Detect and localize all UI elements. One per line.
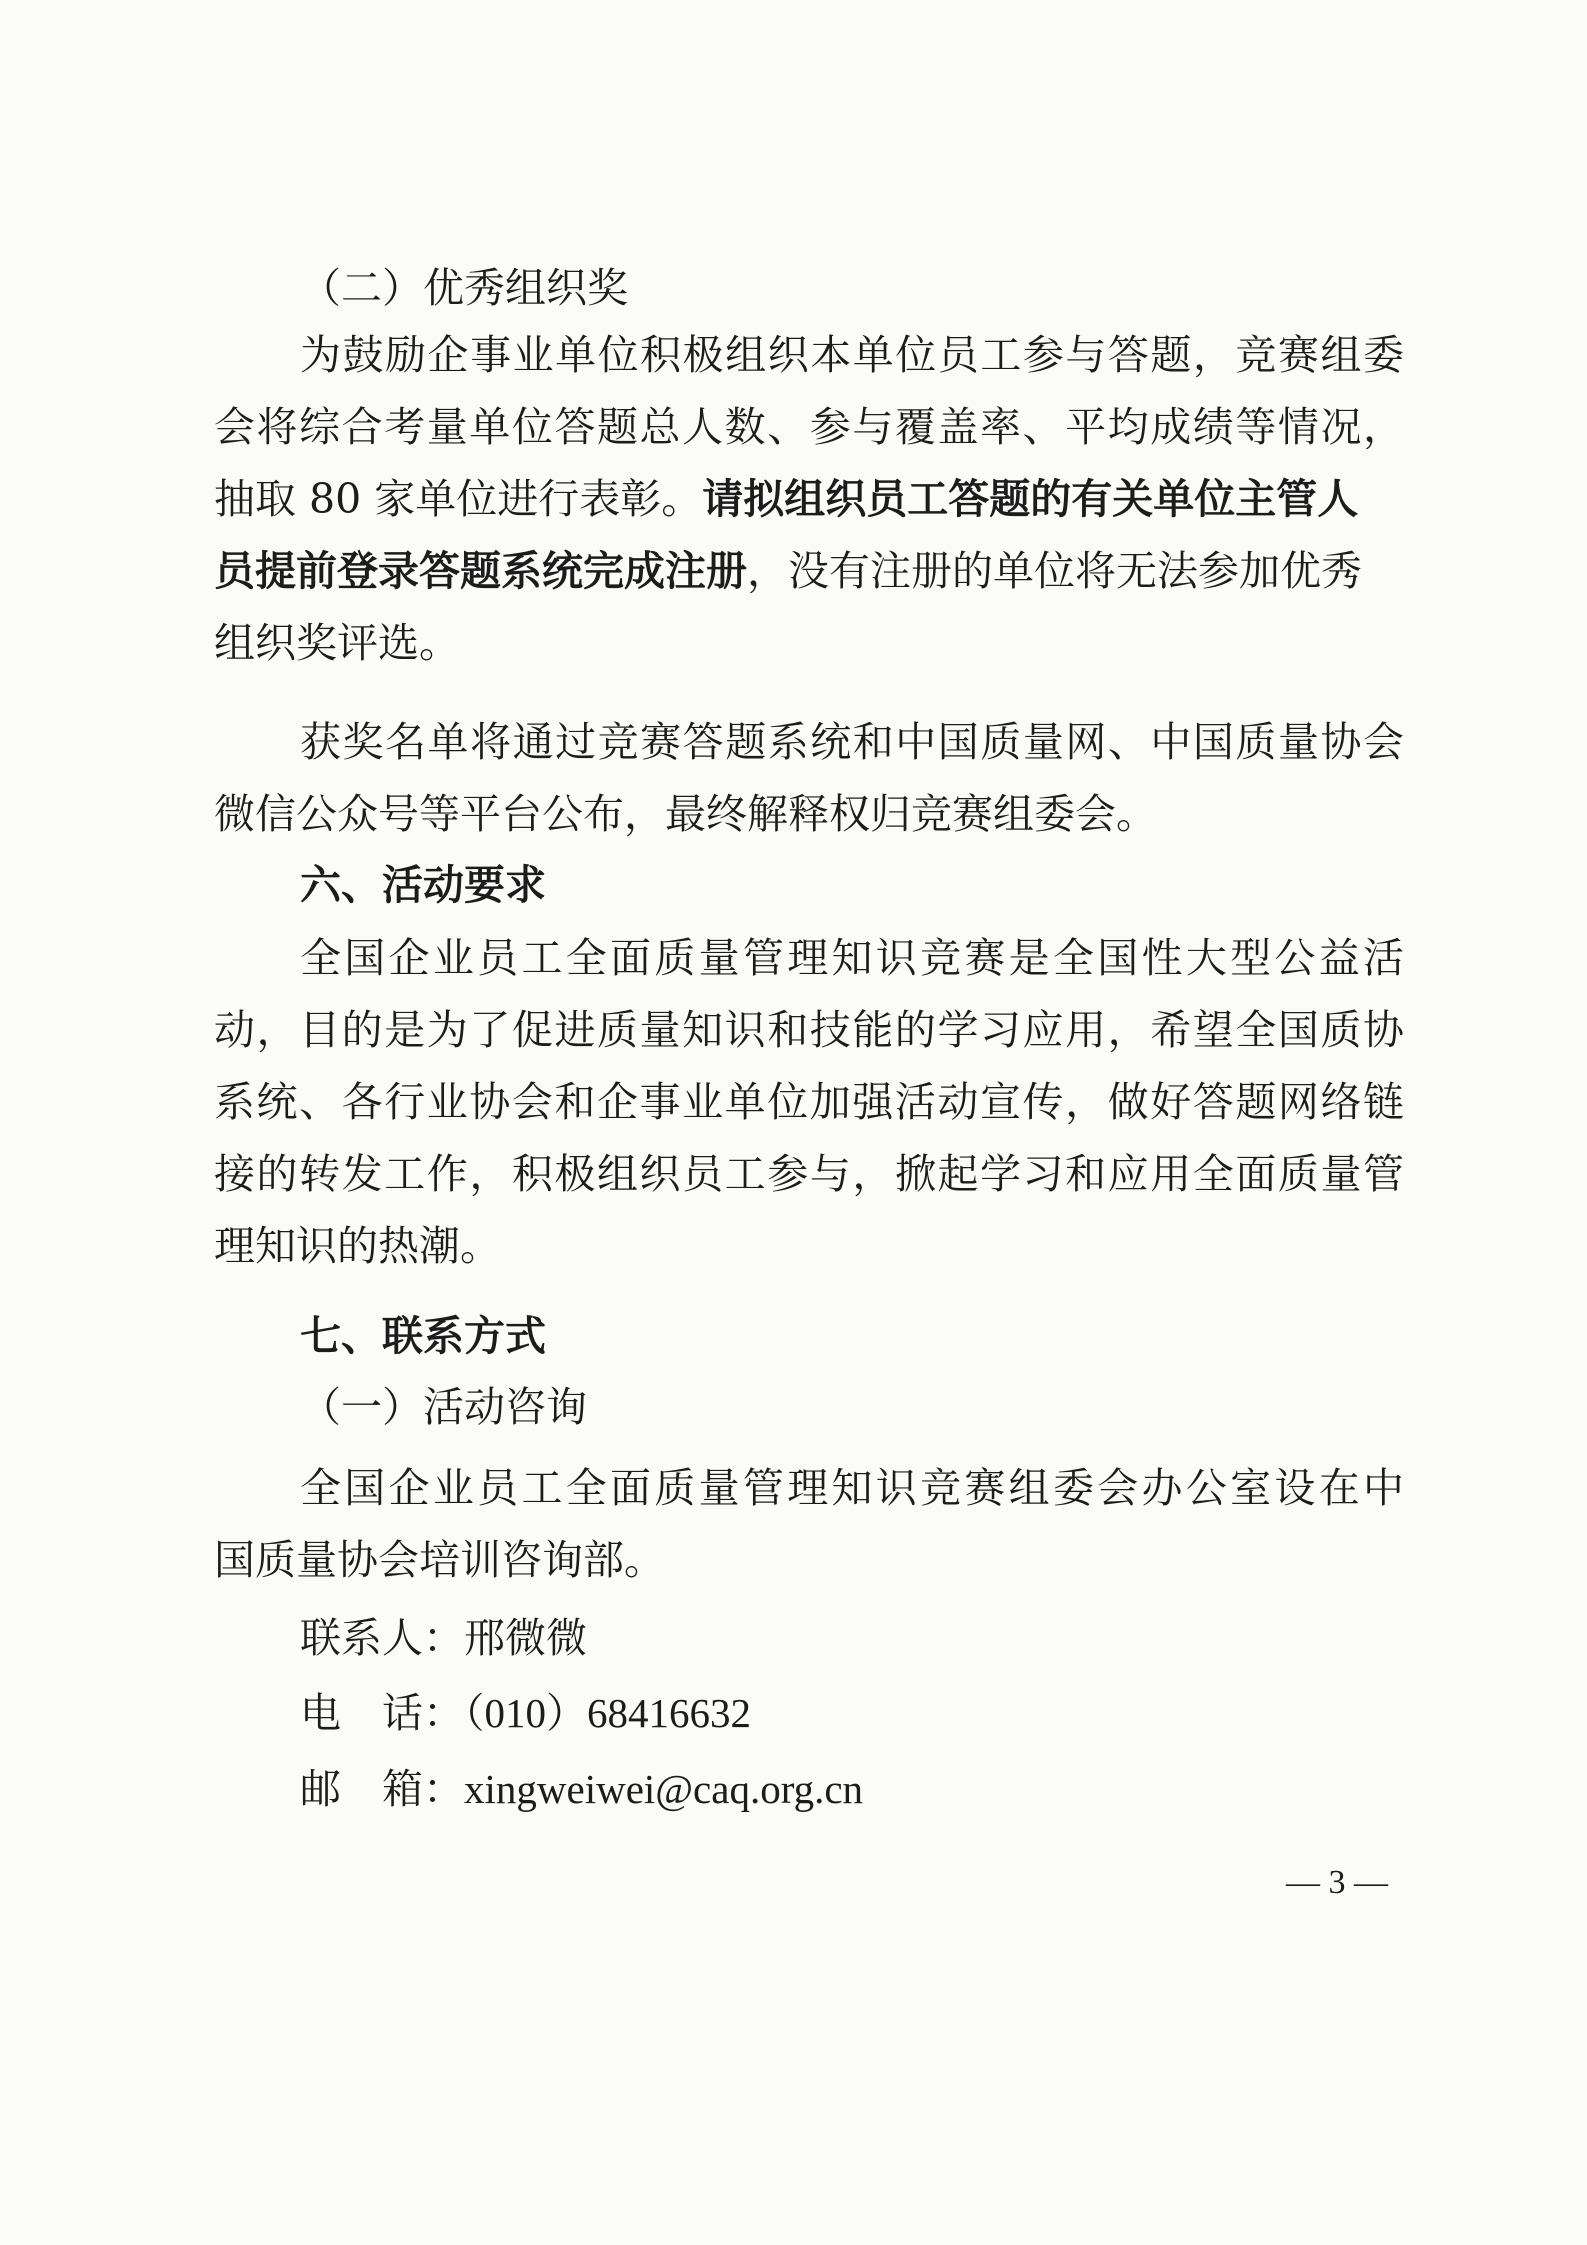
para1-line4-bold: 员提前登录答题系统完成注册 [214,547,747,595]
para2-line1: 获奖名单将通过竞赛答题系统和中国质量网、中国质量协会 [300,718,1404,766]
para1-line2: 会将综合考量单位答题总人数、参与覆盖率、平均成绩等情况， [214,403,1404,451]
contact-person [300,1613,587,1663]
para3-line4: 接的转发工作，积极组织员工参与，掀起学习和应用全面质量管 [214,1150,1404,1198]
para1-line3-bold: 请拟组织员工答题的有关单位主管人 [702,475,1359,523]
para4-line2: 国质量协会培训咨询部。 [214,1536,665,1584]
para3-line3: 系统、各行业协会和企事业单位加强活动宣传，做好答题网络链 [214,1078,1404,1126]
contact-email-value[interactable]: xingweiwei@caq.org.cn [464,1766,864,1812]
contact-heading: 七、联系方式 [300,1312,546,1360]
para1-line4-normal: ，没有注册的单位将无法参加优秀 [747,547,1362,595]
contact-person-value: 邢微微 [464,1614,587,1662]
para1-line4 [214,546,1404,596]
para1-line3-normal: 抽取 80 家单位进行表彰。 [214,475,703,523]
contact-phone-label: 电 话： [300,1689,464,1737]
contact-phone-value: （010）68416632 [464,1690,751,1736]
para2-line2: 微信公众号等平台公布，最终解释权归竞赛组委会。 [214,790,1157,838]
award-subheading: （二）优秀组织奖 [300,264,628,312]
contact-person-label: 联系人： [300,1614,464,1662]
page-number: — 3 — [1286,1864,1388,1901]
para3-line2: 动，目的是为了促进质量知识和技能的学习应用，希望全国质协 [214,1006,1404,1054]
para1-line5: 组织奖评选。 [214,619,460,667]
requirements-heading: 六、活动要求 [300,861,546,909]
para1-line3 [214,474,1404,524]
para4-line1: 全国企业员工全面质量管理知识竞赛组委会办公室设在中 [300,1464,1404,1512]
contact-email [300,1764,863,1814]
contact-email-label: 邮 箱： [300,1765,464,1813]
consult-subheading: （一）活动咨询 [300,1383,587,1431]
para3-line5: 理知识的热潮。 [214,1222,501,1270]
contact-phone [300,1688,751,1738]
para1-line1: 为鼓励企事业单位积极组织本单位员工参与答题，竞赛组委 [300,331,1404,379]
para3-line1: 全国企业员工全面质量管理知识竞赛是全国性大型公益活 [300,934,1404,982]
